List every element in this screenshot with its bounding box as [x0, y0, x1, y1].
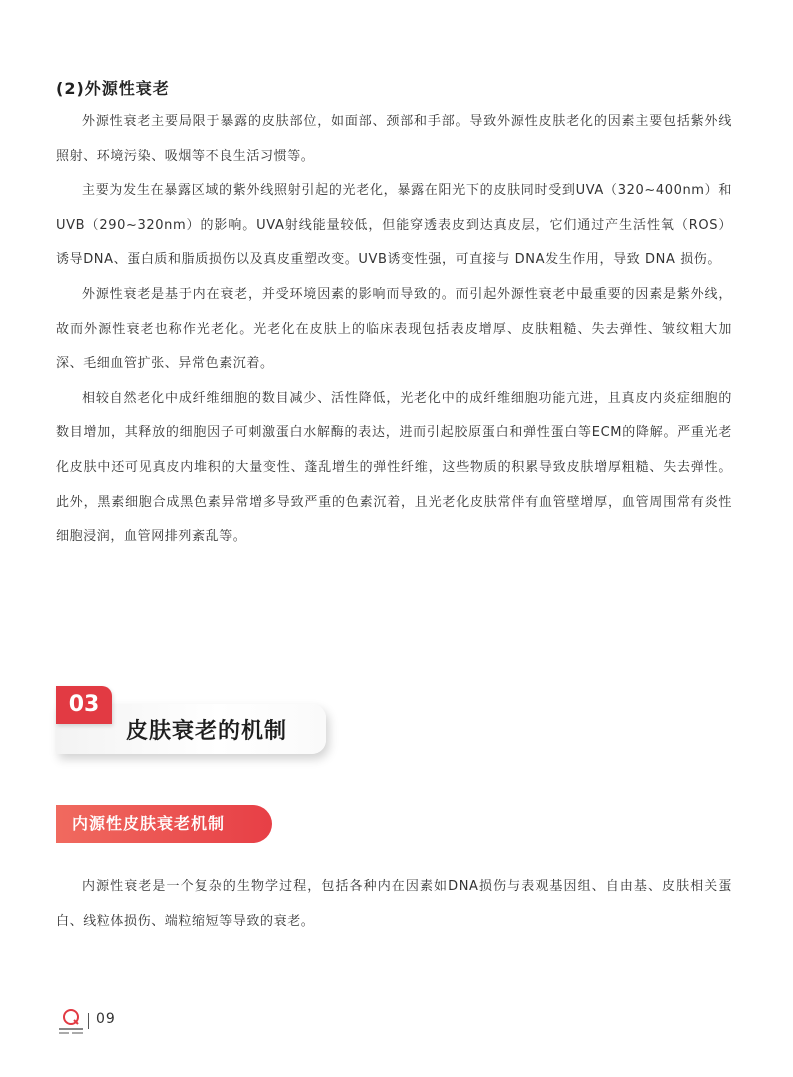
subsection-pill [56, 805, 272, 843]
section-number-badge: 03 [56, 686, 112, 724]
intrinsic-aging-text [56, 870, 732, 939]
subsection-title-extrinsic-aging: (2)外源性衰老 [56, 79, 170, 98]
section-header [56, 686, 326, 756]
paragraph: 内源性衰老是一个复杂的生物学过程，包括各种内在因素如DNA损伤与表观基因组、自由基、皮肤相关蛋白、线粒体损伤、端粒缩短等导致的衰老。 [56, 879, 732, 929]
section-title: 皮肤衰老的机制 [126, 719, 288, 744]
paragraph: 外源性衰老是基于内在衰老，并受环境因素的影响而导致的。而引起外源性衰老中最重要的因素是紫外线，故而外源性衰老也称作光老化。光老化在皮肤上的临床表现包括表皮增厚、皮肤粗糙、失去弹性、皱纹粗大加深、毛细血管扩张、异常色素沉着。 [56, 286, 732, 372]
page-number: 09 [96, 1011, 116, 1027]
paragraph: 主要为发生在暴露区域的紫外线照射引起的光老化，暴露在阳光下的皮肤同时受到UVA（320~400nm）和UVB（290~320nm）的影响。UVA射线能量较低，但能穿透表皮到达真皮层，它们通过产生活性氧（ROS）诱导DNA、蛋白质和脂质损伤以及真皮重塑改变。UVB诱变性强，可直接与 DNA发生作用，导致 DNA 损伤。 [56, 183, 732, 268]
paragraph: 相较自然老化中成纤维细胞的数目减少、活性降低，光老化中的成纤维细胞功能亢进，且真皮内炎症细胞的数目增加，其释放的细胞因子可刺激蛋白水解酶的表达，进而引起胶原蛋白和弹性蛋白等ECM的降解。严重光老化皮肤中还可见真皮内堆积的大量变性、蓬乱增生的弹性纤维，这些物质的积累导致皮肤增厚粗糙、失去弹性。此外，黑素细胞合成黑色素异常增多导致严重的色素沉着，且光老化皮肤常伴有血管壁增厚，血管周围常有炎性细胞浸润，血管网排列紊乱等。 [56, 390, 732, 545]
paragraph: 外源性衰老主要局限于暴露的皮肤部位，如面部、颈部和手部。导致外源性皮肤老化的因素主要包括紫外线照射、环境污染、吸烟等不良生活习惯等。 [56, 114, 732, 164]
subsection-pill-label: 内源性皮肤衰老机制 [72, 814, 226, 833]
extrinsic-aging-text [56, 105, 732, 555]
brand-logo-icon [56, 1008, 86, 1036]
footer-divider [88, 1013, 89, 1029]
